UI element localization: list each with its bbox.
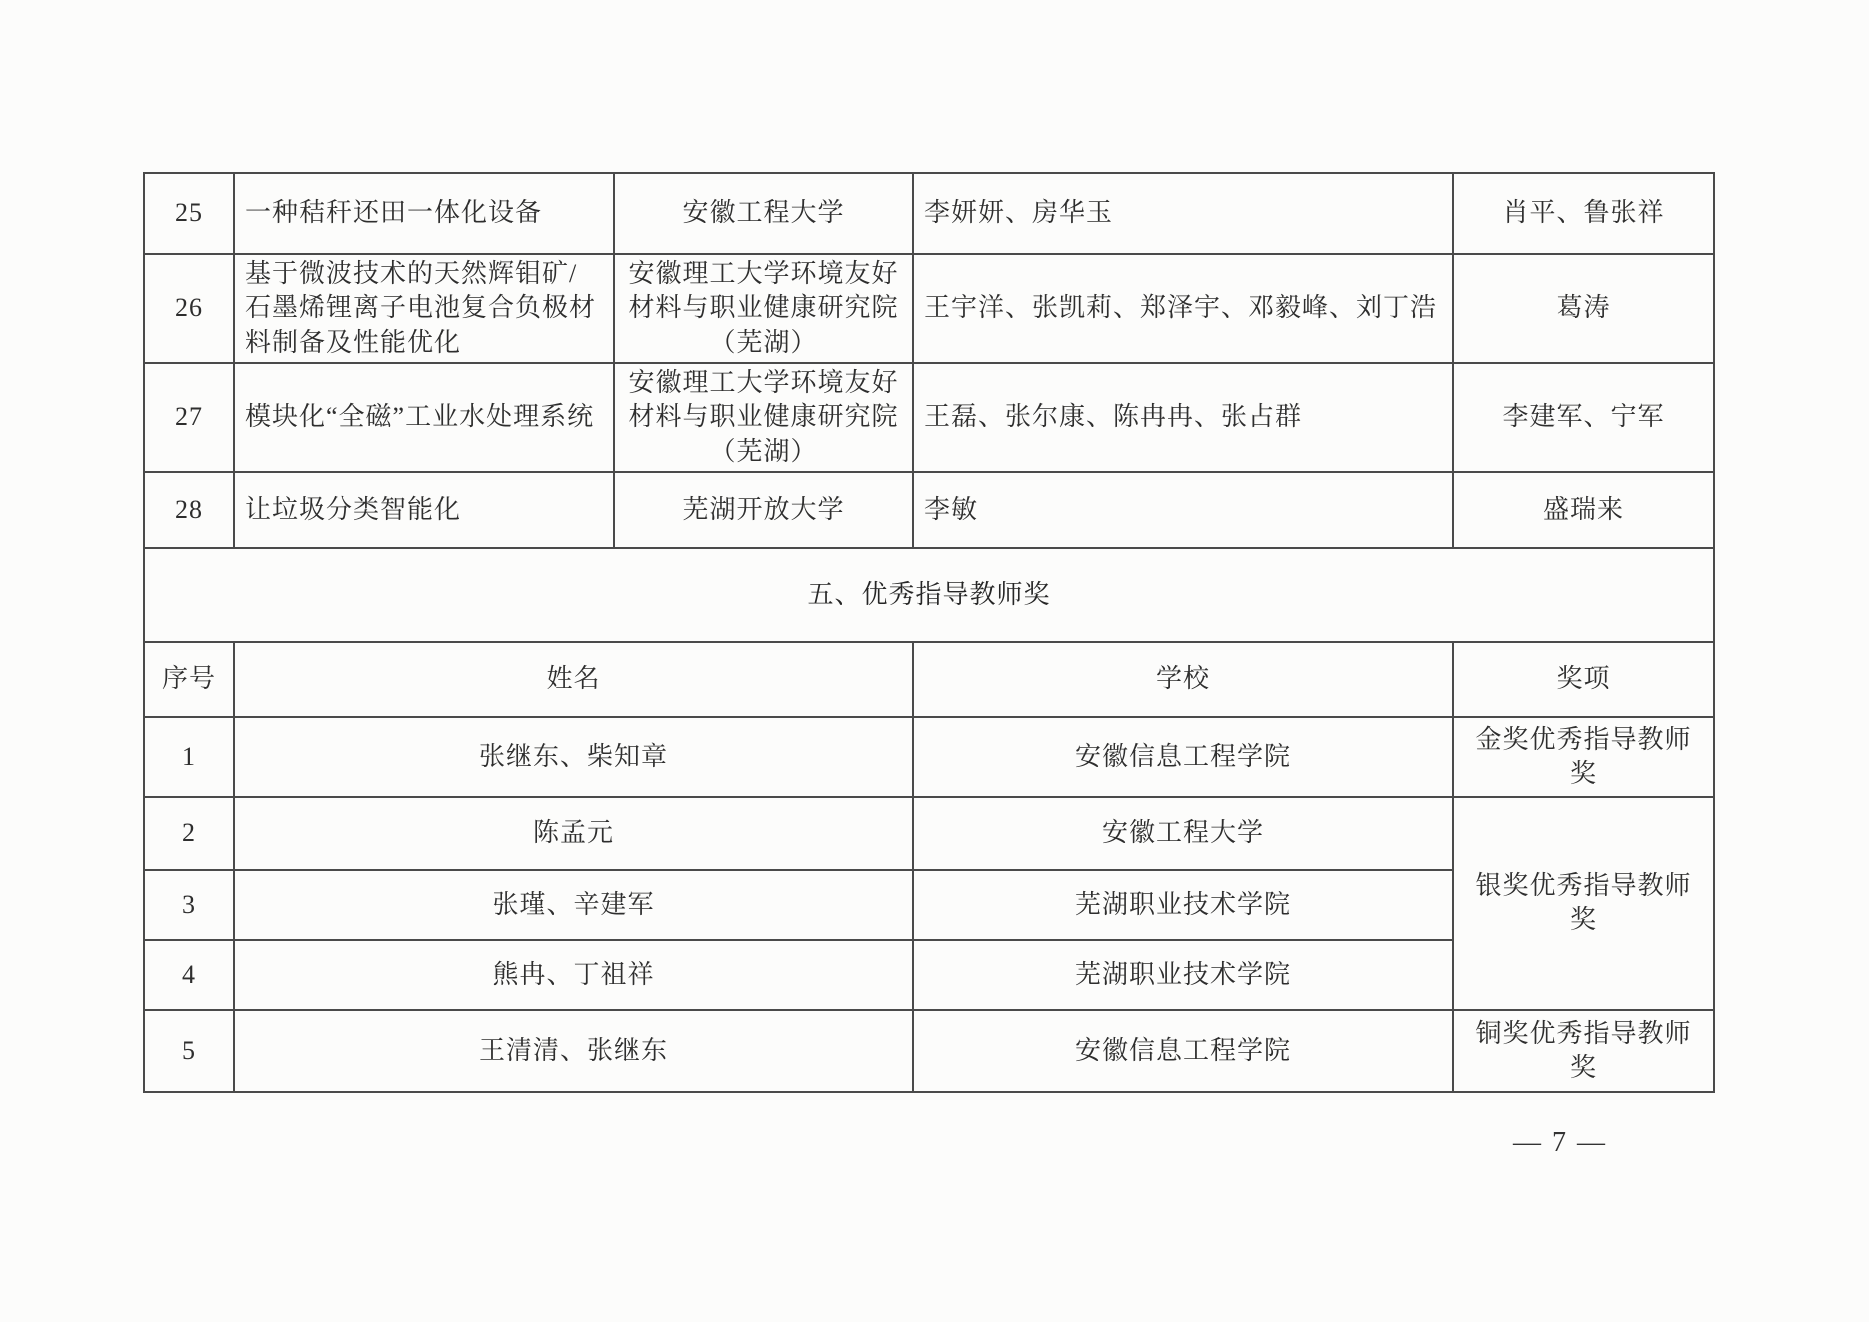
section-title-row xyxy=(144,548,1714,642)
award-gold: 金奖优秀指导教师奖 xyxy=(1453,717,1714,797)
row-number: 28 xyxy=(144,472,234,548)
project-school: 安徽理工大学环境友好材料与职业健康研究院（芜湖） xyxy=(614,254,913,363)
team-members: 王宇洋、张凯莉、郑泽宇、邓毅峰、刘丁浩 xyxy=(913,254,1453,363)
row-number: 3 xyxy=(144,870,234,940)
project-name: 基于微波技术的天然辉钼矿/石墨烯锂离子电池复合负极材料制备及性能优化 xyxy=(234,254,614,363)
award-silver: 银奖优秀指导教师奖 xyxy=(1453,797,1714,1010)
project-school: 芜湖开放大学 xyxy=(614,472,913,548)
row-number: 1 xyxy=(144,717,234,797)
advisors: 盛瑞来 xyxy=(1453,472,1714,548)
project-row-28 xyxy=(144,472,1714,548)
project-name: 一种秸秆还田一体化设备 xyxy=(234,173,614,254)
project-name: 模块化“全磁”工业水处理系统 xyxy=(234,363,614,472)
teachers-header-row xyxy=(144,642,1714,717)
teacher-row-5 xyxy=(144,1010,1714,1092)
teacher-school: 芜湖职业技术学院 xyxy=(913,870,1453,940)
project-name: 让垃圾分类智能化 xyxy=(234,472,614,548)
teacher-school: 安徽信息工程学院 xyxy=(913,717,1453,797)
award-bronze: 铜奖优秀指导教师奖 xyxy=(1453,1010,1714,1092)
row-number: 26 xyxy=(144,254,234,363)
teacher-names: 张瑾、辛建军 xyxy=(234,870,913,940)
project-row-27 xyxy=(144,363,1714,472)
row-number: 4 xyxy=(144,940,234,1010)
advisors: 李建军、宁军 xyxy=(1453,363,1714,472)
header-school: 学校 xyxy=(913,642,1453,717)
row-number: 27 xyxy=(144,363,234,472)
team-members: 李敏 xyxy=(913,472,1453,548)
row-number: 25 xyxy=(144,173,234,254)
page-number: — 7 — xyxy=(1513,1127,1607,1158)
teacher-names: 陈孟元 xyxy=(234,797,913,870)
teacher-names: 王清清、张继东 xyxy=(234,1010,913,1092)
project-row-25 xyxy=(144,173,1714,254)
teacher-school: 芜湖职业技术学院 xyxy=(913,940,1453,1010)
header-award: 奖项 xyxy=(1453,642,1714,717)
teacher-row-2 xyxy=(144,797,1714,870)
header-no: 序号 xyxy=(144,642,234,717)
project-school: 安徽理工大学环境友好材料与职业健康研究院（芜湖） xyxy=(614,363,913,472)
team-members: 李妍妍、房华玉 xyxy=(913,173,1453,254)
section-title: 五、优秀指导教师奖 xyxy=(144,548,1714,642)
teacher-names: 张继东、柴知章 xyxy=(234,717,913,797)
header-name: 姓名 xyxy=(234,642,913,717)
team-members: 王磊、张尔康、陈冉冉、张占群 xyxy=(913,363,1453,472)
teacher-names: 熊冉、丁祖祥 xyxy=(234,940,913,1010)
row-number: 2 xyxy=(144,797,234,870)
advisors: 葛涛 xyxy=(1453,254,1714,363)
teacher-school: 安徽信息工程学院 xyxy=(913,1010,1453,1092)
project-school: 安徽工程大学 xyxy=(614,173,913,254)
teacher-school: 安徽工程大学 xyxy=(913,797,1453,870)
teacher-row-1 xyxy=(144,717,1714,797)
advisors: 肖平、鲁张祥 xyxy=(1453,173,1714,254)
awards-table xyxy=(143,172,1715,1093)
project-row-26 xyxy=(144,254,1714,363)
row-number: 5 xyxy=(144,1010,234,1092)
